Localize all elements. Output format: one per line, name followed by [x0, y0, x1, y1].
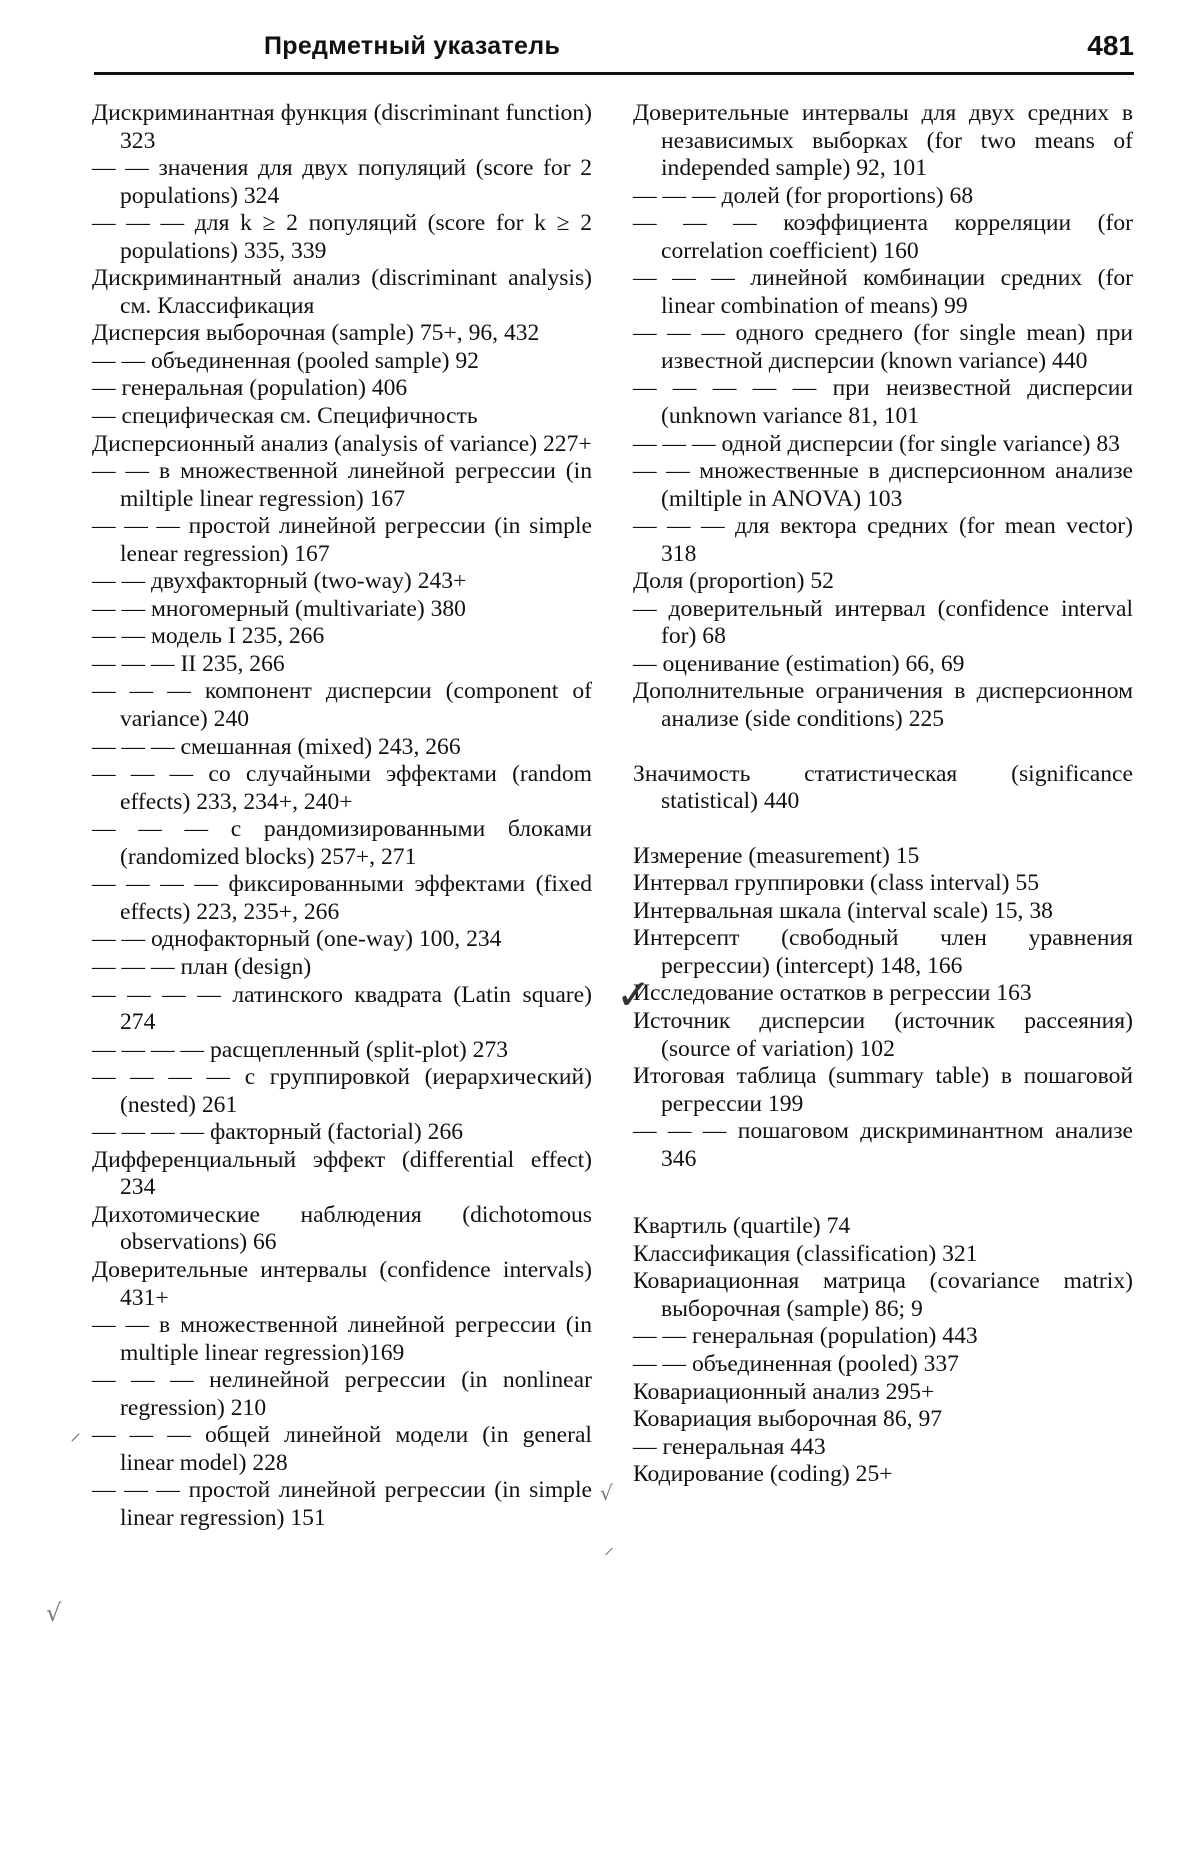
- index-entry: — — — — — при неизвестной дисперсии (unknown variance 81, 101: [633, 375, 1133, 430]
- running-title: Предметный указатель: [264, 32, 561, 60]
- page-header: [94, 22, 1134, 72]
- index-entry: — оценивание (estimation) 66, 69: [633, 650, 965, 677]
- pencil-tick-icon: √: [600, 1481, 613, 1505]
- index-entry: — — — для k ≥ 2 популяций (score for k ≥ 2 populations) 335, 339: [92, 210, 592, 264]
- index-entry: — генеральная (population) 406: [92, 375, 408, 402]
- index-entry: — — многомерный (multivariate) 380: [92, 595, 466, 622]
- index-column-left: [92, 100, 592, 1532]
- index-entry: Итоговая таблица (summary table) в пошаговой регрессии 199: [633, 1063, 1133, 1117]
- index-entry: Дисперсионный анализ (analysis of variance) 227+: [92, 430, 592, 457]
- index-entry: — — генеральная (population) 443: [633, 1323, 978, 1350]
- index-entry: Доля (proportion) 52: [633, 568, 834, 595]
- index-entry: Ковариационный анализ 295+: [633, 1378, 935, 1405]
- index-entry: Дискриминантная функция (discriminant function) 323: [92, 100, 592, 154]
- index-entry: — доверительный интервал (confidence interval for) 68: [633, 595, 1133, 650]
- index-entry: — — — — расщепленный (split-plot) 273: [92, 1036, 509, 1063]
- index-entry: — — — нелинейной регрессии (in nonlinear regression) 210: [92, 1367, 592, 1421]
- index-entry: — — — одной дисперсии (for single variance) 83: [633, 430, 1120, 457]
- index-entry: Источник дисперсии (источник рассеяния) (source of variation) 102: [633, 1007, 1133, 1062]
- index-entry: Дополнительные ограничения в дисперсионном анализе (side conditions) 225: [633, 678, 1133, 733]
- index-entry: Классификация (classification) 321: [633, 1240, 978, 1267]
- index-entry: — специфическая см. Специфичность: [92, 403, 478, 430]
- pencil-tick-icon: ⸍: [70, 1430, 82, 1455]
- index-entry: — — однофакторный (one-way) 100, 234: [92, 926, 502, 953]
- index-entry: — — — с рандомизированными блоками (randomized blocks) 257+, 271: [92, 816, 592, 870]
- index-entry: Значимость статистическая (significance statistical) 440: [633, 760, 1133, 815]
- index-entry: Ковариация выборочная 86, 97: [633, 1406, 943, 1433]
- index-entry: — — — компонент дисперсии (component of variance) 240: [92, 678, 592, 733]
- pencil-tick-icon: √: [46, 1599, 62, 1627]
- index-entry: — — — простой линейной регрессии (in simple lenear regression) 167: [92, 513, 592, 567]
- pencil-tick-icon: ⸍: [604, 1543, 614, 1567]
- index-column-right: [633, 100, 1133, 1489]
- index-entry: — — — смешанная (mixed) 243, 266: [92, 733, 461, 760]
- index-entry: — — — линейной комбинации средних (for linear combination of means) 99: [633, 265, 1133, 319]
- index-entry: Исследование остатков в регрессии 163: [633, 980, 1032, 1007]
- index-entry: — — — коэффициента корреляции (for correlation coefficient) 160: [633, 210, 1133, 264]
- index-entry: — — в множественной линейной регрессии (in miltiple linear regression) 167: [92, 458, 592, 512]
- index-entry: — — — пошаговом дискриминантном анализе 346: [633, 1118, 1133, 1172]
- index-entry: Доверительные интервалы для двух средних в независимых выборках (for two means of independed sample) 92, 101: [633, 100, 1133, 182]
- index-entry: — — — — фиксированными эффектами (fixed effects) 223, 235+, 266: [92, 871, 592, 925]
- index-entry: — генеральная 443: [633, 1433, 826, 1460]
- index-entry: — — значения для двух популяций (score for 2 populations) 324: [92, 155, 592, 209]
- index-entry: Интервал группировки (class interval) 55: [633, 870, 1040, 897]
- checkmark-icon: ✓: [616, 970, 652, 1019]
- index-entry: Интерсепт (свободный член уравнения регрессии) (intercept) 148, 166: [633, 925, 1133, 979]
- index-entry: Интервальная шкала (interval scale) 15, 38: [633, 897, 1053, 924]
- index-entry: — — — II 235, 266: [92, 650, 285, 677]
- index-entry: Квартиль (quartile) 74: [633, 1213, 851, 1240]
- header-rule: [94, 72, 1134, 75]
- index-entry: Дисперсия выборочная (sample) 75+, 96, 432: [92, 320, 540, 347]
- index-entry: — — — долей (for proportions) 68: [633, 182, 974, 209]
- index-entry: Измерение (measurement) 15: [633, 842, 920, 869]
- index-entry: — — — простой линейной регрессии (in simple linear regression) 151: [92, 1477, 592, 1531]
- index-entry: Кодирование (coding) 25+: [633, 1461, 893, 1488]
- index-entry: — — — для вектора средних (for mean vector) 318: [633, 513, 1133, 567]
- index-entry: Ковариационная матрица (covariance matrix) выборочная (sample) 86; 9: [633, 1268, 1133, 1322]
- index-entry: — — множественные в дисперсионном анализе (miltiple in ANOVA) 103: [633, 458, 1133, 512]
- index-entry: — — — план (design): [92, 953, 312, 980]
- index-entry: — — двухфакторный (two-way) 243+: [92, 568, 467, 595]
- index-entry: Доверительные интервалы (confidence intervals) 431+: [92, 1256, 592, 1311]
- index-entry: Дискриминантный анализ (discriminant analysis) см. Классификация: [92, 265, 592, 319]
- index-entry: — — — — латинского квадрата (Latin square) 274: [92, 981, 592, 1036]
- index-entry: Дифференциальный эффект (differential effect) 234: [92, 1146, 592, 1201]
- index-entry: — — объединенная (pooled sample) 92: [92, 347, 479, 374]
- index-entry: — — — — с группировкой (иерархический) (nested) 261: [92, 1064, 592, 1118]
- index-entry: — — модель I 235, 266: [92, 623, 325, 650]
- page-number: 481: [1087, 30, 1134, 61]
- index-entry: — — — общей линейной модели (in general linear model) 228: [92, 1422, 592, 1476]
- index-entry: — — — со случайными эффектами (random effects) 233, 234+, 240+: [92, 761, 592, 815]
- index-entry: — — — одного среднего (for single mean) при известной дисперсии (known variance) 440: [633, 320, 1133, 374]
- index-entry: Дихотомические наблюдения (dichotomous observations) 66: [92, 1201, 592, 1256]
- index-entry: — — объединенная (pooled) 337: [633, 1350, 959, 1377]
- index-entry: — — в множественной линейной регрессии (in multiple linear regression)169: [92, 1312, 592, 1366]
- index-entry: — — — — факторный (factorial) 266: [92, 1119, 464, 1146]
